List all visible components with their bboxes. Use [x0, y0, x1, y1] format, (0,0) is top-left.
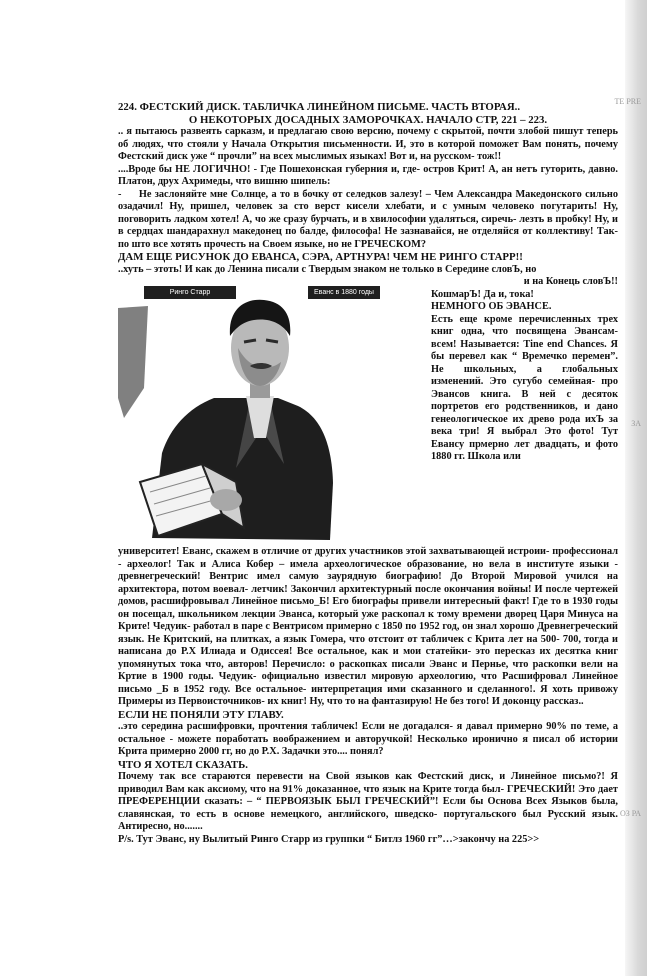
side-heading-evans: НЕМНОГО ОБ ЭВАНСЕ.	[431, 301, 552, 312]
paragraph-greek: Почему так все стараются перевести на Свой языков как Фестский диск, и Линейное письмо?! Я приводил Вам как аксиому, что на 91% доказанное, что язык на Крите тогда был- ГРЕЧЕСКИЙ! Это дает ПРЕФЕРЕНЦИИ сказать: – “ ПЕРВОЯЗЫК БЫЛ ГРЕЧЕСКИЙ”! Если бы Основа Всех Языков была, славянская, то есть в основе немецкого, английского, шведско- португальского был Русский язык. Антиресно, но.......	[118, 771, 618, 832]
heading-what-i-meant: ЧТО Я ХОТЕЛ СКАЗАТЬ.	[118, 758, 248, 771]
paragraph-logic	[118, 164, 618, 189]
heading-ringo: ДАМ ЕЩЕ РИСУНОК ДО ЕВАНСА, СЭРА, АРТНУРА! ЧЕМ НЕ РИНГО СТАРР!!	[118, 251, 523, 263]
paragraph-middle-decipher: ..это середина расшифровки, прочтения табличек! Если не догадался- я давал примерно 90% по теме, а остальное - можете поработать воображением и авторучкой! Несколько иронично я писал об истории Крита примерно 2000 гг, но до Р.Х. Задачки это.... понял?	[118, 721, 618, 757]
paragraph-hard-sign: ..хуть – этоть! И как до Ленина писали с Твердым знаком не только в Середине словЪ, но	[118, 263, 537, 275]
bleed-through-text: TE PRE	[614, 97, 641, 106]
article-title-line1: 224. ФЕСТСКИЙ ДИСК. ТАБЛИЧКА ЛИНЕЙНОМ ПИСЬМЕ. ЧАСТЬ ВТОРАЯ..	[118, 101, 521, 113]
article-title-line2: О НЕКОТОРЫХ ДОСАДНЫХ ЗАМОРОЧКАХ. НАЧАЛО СТР, 221 – 223.	[188, 113, 548, 126]
article-body	[118, 101, 618, 846]
paragraph-diogenes	[118, 189, 618, 252]
footer-postscript: P/s. Тут Эванс, ну Вылитый Ринго Старр из группки “ Битлз 1960 гг”…>закончу на 225>>	[118, 833, 540, 845]
logic-rest: - Где Пошехонская губерния и, где- остров Крит! А, ан нетъ гуторить, давно. Платон, друх Ахримеды, что вишню шипель:	[118, 163, 618, 187]
heading-if-not-understood: ЕСЛИ НЕ ПОНЯЛИ ЭТУ ГЛАВУ.	[118, 708, 284, 721]
side-paragraph-evans: Есть еще кроме перечисленных трех книг одна, что посвящена Эвансам- всем! Называется: Tine end Chances. Я бы перевел как “ Времечко перемен”. Не школьных, а глобальных изменений. Это сугубо семейная- про Эвансов книга. В ней с десяток портретов его родственников, и дано генеологическое их древо рода ихЪ за века три! Я выбрал Это фото! Тут Евансу прмерно лет двадцать, и фото 1880 гг. Школа или	[431, 313, 618, 462]
scan-right-edge	[625, 0, 647, 976]
dash-lead: -	[118, 188, 122, 200]
side-line-nightmare: КошмарЪ! Да и, тока!	[431, 288, 534, 300]
side-line-word-end: и на Конець словЪ!!	[523, 276, 618, 287]
diogenes-text: Не заслоняйте мне Солнце, а то в бочку от селедков залезу! – Чем Александра Македонского сильно озадачил! Ну, пришел, человек за сто верст кисели хлебати, и с умным человеко погутарить! Ну, поговорить ладком хотел! А, чо же сразу бурчать, и в хвилософии удаляться, сиречь- лезть в пробку! Ну, и в сердцах шандарахнул македонец по балде, философа! Не зазнавайся, не отделяйся от коллективу! Так- по што все хотять прочесть на Своем языке, но не ГРЕЧЕСКОМ?	[118, 188, 618, 250]
paragraph-evans-bio: университет! Еванс, скажем в отличие от других участников этой захватывающей истроии- профессионал - археолог! Так и Алиса Кобер – имела археологическое образование, но вела в институте языки - древнегреческий! Вентрис имел самую заурядную биографию! До Второй Мировой учился на архитектора, потом воевал- летчик! Закончил архитектурный после окончания войны! И после чертежей домов, расшифровывал Линейное письмо_Б! Его биографы привели интересный факт! Где то в 1930 годы он посещал, школьником лекции Эванса, который уже раскопал к тому времени дворец Царя Минуса на Крите! Чедуик- работал в паре с Вентрисом примерно с 1850 по 1952 год, он знал хорошо Древнегреческий язык. Не Критский, на плитках, а язык Гомера, что отстоит от табличек с Крита лет на 500- 700, тогда и написана до Р.Х Илиада и Одиссея! Все остальное, как и мои статейки- это пересказ их десятка книг упомянутых тока что, авторов! Перечисло: о раскопках писали Эванс и Пернье, что раскопки вели на Кртие в 1900 годы. Чедуик- официально известил мировую археологию, что Расшифровал Линейное письмо _Б в 1952 году. Все остальное- интерпретация ими сказанного и сделанного!. Я хоть привожу Примеры из Первоисточников- их книг! Ну, что то на фантазирую! Не без того! И доконцу рассказ..	[118, 546, 618, 707]
photo-caption-ringo: Ринго Старр	[144, 286, 236, 299]
evans-portrait-image	[118, 278, 423, 544]
photo-caption-evans: Еванс в 1880 годы	[308, 286, 380, 299]
bleed-through-text: ОЗ РА	[620, 809, 641, 818]
evans-photo	[118, 278, 423, 544]
logic-lead: ....Вроде бы НЕ ЛОГИЧНО!	[118, 163, 251, 175]
paragraph-intro: .. я пытаюсь развеять сарказм, и предлагаю свою версию, почему с скрытой, почти злобой пишут теперь об людях, что стояли у Начала Открытия письменности. И, это в которой поможет Вам понять, почему Фестский диск уже “ прочли” на всех мыслимых языках! Вот и, на русском- тож!!	[118, 126, 618, 162]
bleed-through-text: ЗА	[631, 419, 641, 428]
